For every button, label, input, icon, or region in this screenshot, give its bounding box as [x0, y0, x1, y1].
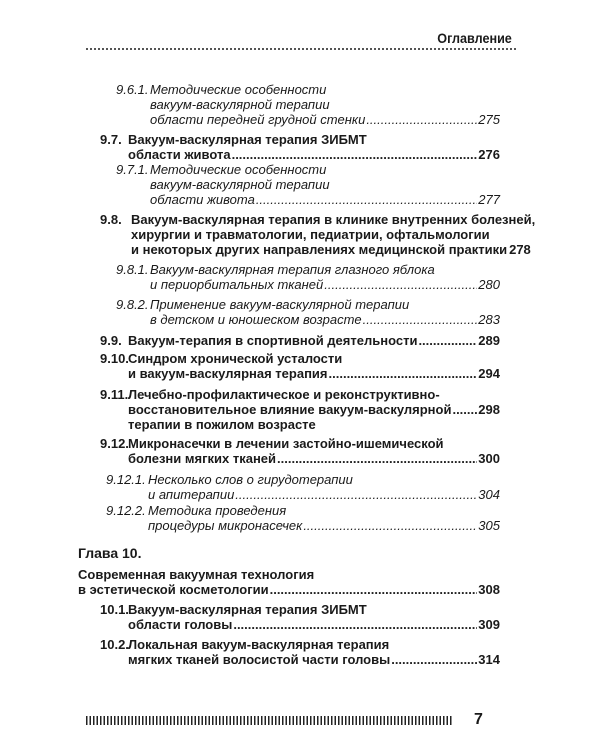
- toc-page-number: 289: [478, 333, 500, 348]
- toc-dot-leader: [232, 148, 478, 162]
- toc-page-number: 280: [478, 277, 500, 292]
- toc-dot-leader: [256, 193, 477, 207]
- toc-entry-line: и периорбитальных тканей: [150, 277, 324, 292]
- page-number: 7: [474, 711, 483, 728]
- toc-page-number: 300: [478, 451, 500, 466]
- toc-entry-number: 9.12.: [100, 436, 129, 451]
- toc-entry-line: Вакуум-васкулярная терапия в клинике внутренних болезней,: [131, 212, 536, 227]
- toc-entry-line: области живота: [150, 192, 255, 207]
- toc-entry-line: Вакуум-терапия в спортивной деятельности: [128, 333, 418, 348]
- toc-dot-leader: [235, 488, 477, 502]
- toc-entry-line: Вакуум-васкулярная терапия ЗИБМТ: [128, 602, 367, 617]
- toc-dot-leader: [363, 313, 478, 327]
- toc-entry-line: Несколько слов о гирудотерапии: [148, 472, 353, 487]
- toc-page-number: 304: [478, 487, 500, 502]
- toc-dot-leader: [418, 334, 477, 348]
- toc-entry-number: 9.6.1.: [116, 82, 149, 97]
- toc-entry-line: Синдром хронической усталости: [128, 351, 343, 366]
- toc-dot-leader: [303, 519, 477, 533]
- toc-entry-line: области головы: [128, 617, 233, 632]
- toc-entry-line: Микронасечки в лечении застойно-ишемической: [128, 436, 444, 451]
- toc-entry-number: 9.11.: [100, 387, 129, 402]
- toc-entry-line: и апитерапии: [148, 487, 235, 502]
- toc-entry-number: 9.9.: [100, 333, 122, 348]
- toc-entry-line: восстановительное влияние вакуум-васкулярной: [128, 402, 452, 417]
- toc-entry-line: хирургии и травматологии, педиатрии, офтальмологии: [131, 227, 490, 242]
- header-dotted-rule: [86, 48, 516, 50]
- footer-decorative-bar: [86, 716, 452, 725]
- toc-entry-number: 9.12.2.: [106, 503, 146, 518]
- toc-page-number: 277: [478, 192, 500, 207]
- toc-entry-line: Методические особенности: [150, 162, 327, 177]
- toc-entry-line: мягких тканей волосистой части головы: [128, 652, 391, 667]
- toc-entry-line: Локальная вакуум-васкулярная терапия: [128, 637, 390, 652]
- toc-entry-number: 10.2.: [100, 637, 129, 652]
- toc-entry-line: Вакуум-васкулярная терапия глазного яблока: [150, 262, 435, 277]
- toc-dot-leader: [277, 452, 477, 466]
- toc-entry-line: и некоторых других направлениях медицинской практики: [131, 242, 508, 257]
- toc-page-number: 278: [509, 242, 531, 257]
- running-header-title: Оглавление: [437, 30, 512, 46]
- toc-entry-number: 9.8.1.: [116, 262, 149, 277]
- toc-page-number: 275: [478, 112, 500, 127]
- toc-dot-leader: [233, 618, 477, 632]
- toc-page-number: 294: [478, 366, 500, 381]
- toc-entry-line: Методика проведения: [148, 503, 287, 518]
- toc-entry-line: терапии в пожилом возрасте: [128, 417, 316, 432]
- toc-entry-line: процедуры микронасечек: [148, 518, 303, 533]
- toc-page-number: 309: [478, 617, 500, 632]
- toc-entry-line: области передней грудной стенки: [150, 112, 366, 127]
- toc-entry-line: Вакуум-васкулярная терапия ЗИБМТ: [128, 132, 367, 147]
- toc-page-number: 283: [478, 312, 500, 327]
- toc-page-number: 276: [478, 147, 500, 162]
- toc-dot-leader: [329, 367, 478, 381]
- toc-entry-number: 9.7.: [100, 132, 122, 147]
- toc-entry-line: болезни мягких тканей: [128, 451, 277, 466]
- toc-dot-leader: [391, 653, 477, 667]
- toc-entry-line: Применение вакуум-васкулярной терапии: [150, 297, 410, 312]
- toc-entry-number: 9.12.1.: [106, 472, 146, 487]
- toc-entry-line: и вакуум-васкулярная терапия: [128, 366, 328, 381]
- toc-entry-number: 9.10.: [100, 351, 129, 366]
- toc-entry-line: области живота: [128, 147, 231, 162]
- toc-dot-leader: [452, 403, 477, 417]
- toc-entry-number: 10.1.: [100, 602, 129, 617]
- toc-dot-leader: [324, 278, 477, 292]
- toc-entry-line: вакуум-васкулярной терапии: [150, 177, 330, 192]
- toc-dot-leader: [366, 113, 477, 127]
- toc-page-number: 308: [478, 582, 500, 597]
- toc-page-number: 314: [478, 652, 500, 667]
- toc-entry-line: вакуум-васкулярной терапии: [150, 97, 330, 112]
- toc-entry-line: Методические особенности: [150, 82, 327, 97]
- toc-entry-line: Современная вакуумная технология: [78, 567, 315, 582]
- toc-entry-number: 9.8.2.: [116, 297, 149, 312]
- chapter-heading[interactable]: Глава 10.: [78, 545, 142, 561]
- toc-entry-line: в детском и юношеском возрасте: [150, 312, 362, 327]
- toc-entry-number: 9.7.1.: [116, 162, 149, 177]
- toc-entry-number: 9.8.: [100, 212, 122, 227]
- toc-entry-line: Лечебно-профилактическое и реконструктивно-: [128, 387, 440, 402]
- toc-page-number: 305: [478, 518, 500, 533]
- toc-entry-line: в эстетической косметологии: [78, 582, 269, 597]
- toc-dot-leader: [270, 583, 478, 597]
- toc-page-number: 298: [478, 402, 500, 417]
